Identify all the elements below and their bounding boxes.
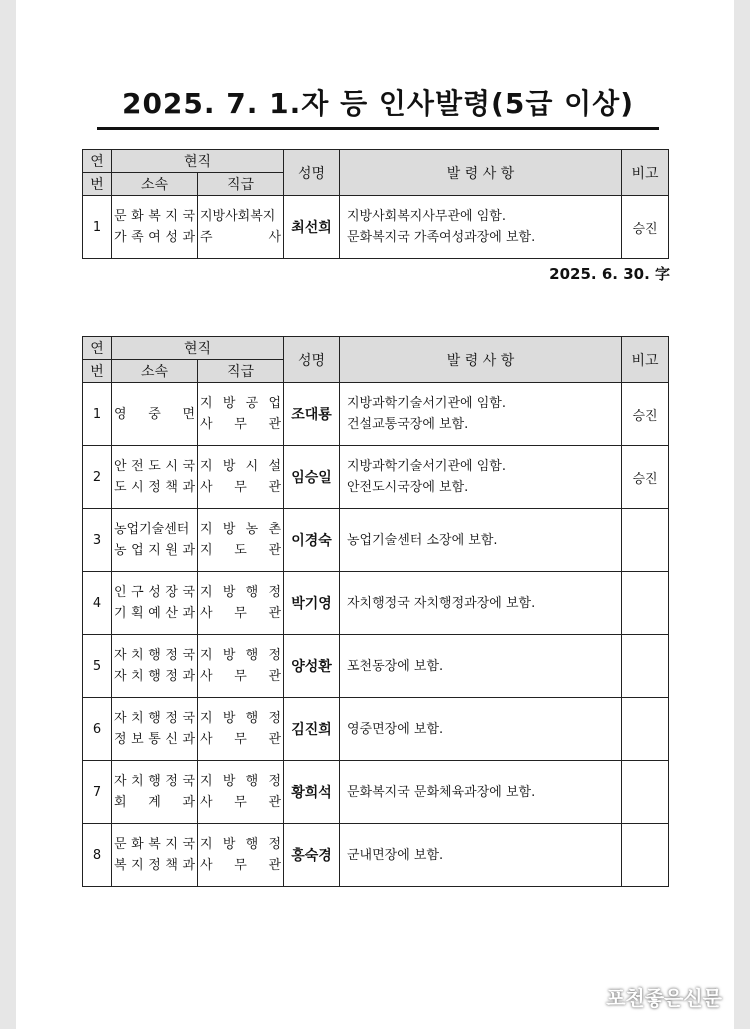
row-rank xyxy=(198,761,284,824)
row-note xyxy=(622,509,669,572)
row-note xyxy=(622,824,669,887)
row-name: 양성환 xyxy=(284,635,340,698)
row-rank xyxy=(198,509,284,572)
table-row xyxy=(83,824,669,887)
row-department-line: 농업기술센터 xyxy=(114,522,190,537)
row-rank xyxy=(198,196,284,259)
table-1-body xyxy=(83,196,669,259)
row-department xyxy=(112,698,198,761)
row-name: 홍숙경 xyxy=(284,824,340,887)
row-department xyxy=(112,761,198,824)
col-header-current: 현직 xyxy=(112,337,284,360)
order-line: 영중면장에 보함. xyxy=(347,721,444,737)
col-header-note: 비고 xyxy=(622,337,669,383)
row-name: 최선희 xyxy=(284,196,340,259)
issue-date: 2025. 6. 30. 字 xyxy=(549,265,670,283)
row-order xyxy=(340,761,622,824)
order-line: 문화복지국 문화체육과장에 보함. xyxy=(347,784,536,800)
row-order xyxy=(340,383,622,446)
row-name: 조대룡 xyxy=(284,383,340,446)
row-department-line: 자 치 행 정 과 xyxy=(114,669,195,684)
table-row xyxy=(83,509,669,572)
row-department xyxy=(112,446,198,509)
row-number: 1 xyxy=(83,196,112,259)
row-number: 8 xyxy=(83,824,112,887)
order-line: 포천동장에 보함. xyxy=(347,658,444,674)
col-header-note: 비고 xyxy=(622,150,669,196)
row-order xyxy=(340,446,622,509)
row-rank-line: 지 방 시 설 xyxy=(200,459,281,474)
col-header-name: 성명 xyxy=(284,150,340,196)
personnel-table-1 xyxy=(82,149,669,259)
newspaper-watermark: 포천좋은신문 xyxy=(606,986,722,1010)
row-number: 7 xyxy=(83,761,112,824)
order-line: 지방과학기술서기관에 임함. xyxy=(347,459,506,474)
row-rank-line: 사 무 관 xyxy=(200,858,281,873)
row-rank-line: 지 도 관 xyxy=(200,543,281,558)
table-row xyxy=(83,383,669,446)
table-row xyxy=(83,698,669,761)
col-header-name: 성명 xyxy=(284,337,340,383)
row-department-line: 도 시 정 책 과 xyxy=(114,480,195,495)
row-rank-line: 사 무 관 xyxy=(200,669,281,684)
row-rank xyxy=(198,824,284,887)
row-number: 4 xyxy=(83,572,112,635)
order-line: 건설교통국장에 보함. xyxy=(347,417,469,432)
row-department-line: 자 치 행 정 국 xyxy=(114,711,195,726)
row-rank-line: 지방사회복지 xyxy=(200,209,276,224)
row-department-line: 기 획 예 산 과 xyxy=(114,606,195,621)
row-rank-line: 사 무 관 xyxy=(200,417,281,432)
row-rank-line: 지 방 행 정 xyxy=(200,711,281,726)
row-name: 김진희 xyxy=(284,698,340,761)
row-rank-line: 사 무 관 xyxy=(200,480,281,495)
row-note xyxy=(622,761,669,824)
row-rank xyxy=(198,572,284,635)
row-rank-line: 사 무 관 xyxy=(200,606,281,621)
order-line: 군내면장에 보함. xyxy=(347,847,444,863)
title-underline xyxy=(97,127,659,130)
row-department xyxy=(112,196,198,259)
row-rank xyxy=(198,635,284,698)
row-department-line: 회 계 과 xyxy=(114,795,195,810)
row-rank xyxy=(198,698,284,761)
order-line: 지방사회복지사무관에 임함. xyxy=(347,209,506,224)
col-header-current: 현직 xyxy=(112,150,284,173)
order-line: 자치행정국 자치행정과장에 보함. xyxy=(347,595,536,611)
row-rank-line: 사 무 관 xyxy=(200,732,281,747)
col-header-no-bottom: 번 xyxy=(83,173,112,196)
row-department-line: 농 업 지 원 과 xyxy=(114,543,195,558)
table-row xyxy=(83,761,669,824)
table-row xyxy=(83,196,669,259)
col-header-no-top: 연 xyxy=(83,337,112,360)
personnel-table-2 xyxy=(82,336,669,887)
row-department-line: 복 지 정 책 과 xyxy=(114,858,195,873)
col-header-rank: 직급 xyxy=(198,173,284,196)
order-line: 안전도시국장에 보함. xyxy=(347,480,469,495)
col-header-dept: 소속 xyxy=(112,173,198,196)
row-rank-line: 사 무 관 xyxy=(200,795,281,810)
col-header-no-bottom: 번 xyxy=(83,360,112,383)
row-number: 3 xyxy=(83,509,112,572)
row-department-line: 문 화 복 지 국 xyxy=(114,837,195,852)
row-note xyxy=(622,698,669,761)
table-row xyxy=(83,635,669,698)
row-department xyxy=(112,824,198,887)
col-header-dept: 소속 xyxy=(112,360,198,383)
row-order xyxy=(340,509,622,572)
row-order xyxy=(340,196,622,259)
row-rank-line: 지 방 행 정 xyxy=(200,774,281,789)
row-rank xyxy=(198,383,284,446)
row-number: 2 xyxy=(83,446,112,509)
row-department-line: 자 치 행 정 국 xyxy=(114,774,195,789)
row-note xyxy=(622,572,669,635)
col-header-no-top: 연 xyxy=(83,150,112,173)
row-department-line: 정 보 통 신 과 xyxy=(114,732,195,747)
row-rank-line: 지 방 행 정 xyxy=(200,585,281,600)
table-row xyxy=(83,572,669,635)
row-department xyxy=(112,383,198,446)
row-department xyxy=(112,509,198,572)
row-order xyxy=(340,824,622,887)
row-number: 6 xyxy=(83,698,112,761)
row-rank xyxy=(198,446,284,509)
row-department xyxy=(112,635,198,698)
row-rank-line: 주 사 xyxy=(200,230,281,245)
row-rank-line: 지 방 농 촌 xyxy=(200,522,281,537)
order-line: 지방과학기술서기관에 임함. xyxy=(347,396,506,411)
row-department-line: 영 중 면 xyxy=(114,406,195,422)
col-header-rank: 직급 xyxy=(198,360,284,383)
row-rank-line: 지 방 공 업 xyxy=(200,396,281,411)
row-order xyxy=(340,698,622,761)
row-rank-line: 지 방 행 정 xyxy=(200,648,281,663)
row-number: 5 xyxy=(83,635,112,698)
col-header-order: 발 령 사 항 xyxy=(340,150,622,196)
row-department-line: 가 족 여 성 과 xyxy=(114,230,195,245)
row-note: 승진 xyxy=(622,196,669,259)
row-department-line: 자 치 행 정 국 xyxy=(114,648,195,663)
row-name: 임승일 xyxy=(284,446,340,509)
order-line: 문화복지국 가족여성과장에 보함. xyxy=(347,230,536,245)
document-title: 2025. 7. 1.자 등 인사발령(5급 이상) xyxy=(121,87,635,120)
table-row xyxy=(83,446,669,509)
row-order xyxy=(340,635,622,698)
row-number: 1 xyxy=(83,383,112,446)
row-note xyxy=(622,635,669,698)
row-department-line: 문 화 복 지 국 xyxy=(114,209,195,224)
order-line: 농업기술센터 소장에 보함. xyxy=(347,532,498,548)
row-note: 승진 xyxy=(622,446,669,509)
row-name: 이경숙 xyxy=(284,509,340,572)
row-order xyxy=(340,572,622,635)
row-name: 박기영 xyxy=(284,572,340,635)
row-department xyxy=(112,572,198,635)
row-department-line: 안 전 도 시 국 xyxy=(114,459,195,474)
row-name: 황희석 xyxy=(284,761,340,824)
col-header-order: 발 령 사 항 xyxy=(340,337,622,383)
table-2-body xyxy=(83,383,669,887)
row-rank-line: 지 방 행 정 xyxy=(200,837,281,852)
row-note: 승진 xyxy=(622,383,669,446)
row-department-line: 인 구 성 장 국 xyxy=(114,585,195,600)
